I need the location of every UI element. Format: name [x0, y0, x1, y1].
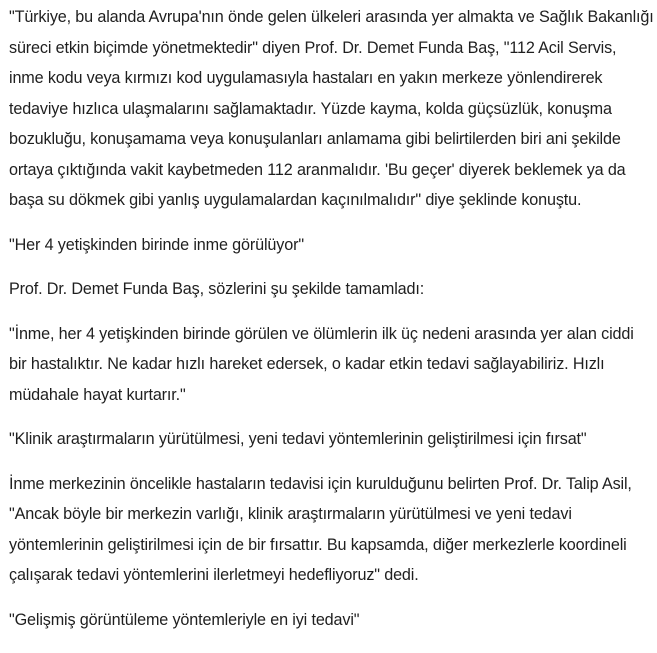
subheading-her-4-yetiskin: "Her 4 yetişkinden birinde inme görülüyor": [9, 235, 304, 254]
subheading-gelismis-goruntuleme: "Gelişmiş görüntüleme yöntemleriyle en iyi tedavi": [9, 610, 360, 629]
paragraph-prof-asil-quote: İnme merkezinin öncelikle hastaların tedavisi için kurulduğunu belirten Prof. Dr. Talip Asil, "Ancak böyle bir merkezin varlığı, klinik araştırmaların yürütülmesi ve yeni tedavi yöntemlerinin geliştirilmesi için de bir fırsattır. Bu kapsamda, diğer merkezlerle koordineli çalışarak tedavi yöntemlerini ilerletmeyi hedefliyoruz" dedi.: [9, 474, 632, 584]
paragraph-prof-bas-intro: Prof. Dr. Demet Funda Baş, sözlerini şu şekilde tamamladı:: [9, 280, 425, 298]
paragraph-inme-quote: "İnme, her 4 yetişkinden birinde görülen ve ölümlerin ilk üç nedeni arasında yer alan ciddi bir hastalıktır. Ne kadar hızlı hareket edersek, o kadar etkin tedavi sağlayabiliriz. Hızlı müdahale hayat kurtarır.": [9, 324, 634, 404]
paragraph-turkiye-quote: "Türkiye, bu alanda Avrupa'nın önde gelen ülkeleri arasında yer almakta ve Sağlık Bakanlığı süreci etkin biçimde yönetmektedir" diyen Prof. Dr. Demet Funda Baş, "112 Acil Servis, inme kodu veya kırmızı kod uygulamasıyla hastaları en yakın merkeze yönlendirerek tedaviye hızlıca ulaşmalarını sağlamaktadır. Yüzde kayma, kolda güçsüzlük, konuşma bozukluğu, konuşamama veya konuşulanları anlamama gibi belirtilerden biri ani şekilde ortaya çıktığında vakit kaybetmeden 112 aranmalıdır. 'Bu geçer' diyerek beklemek ya da başa su dökmek gibi yanlış uygulamalardan kaçınılmalıdır" diye şeklinde konuştu.: [9, 8, 654, 209]
article-body: [9, 2, 654, 649]
subheading-klinik-arastirmalar: "Klinik araştırmaların yürütülmesi, yeni tedavi yöntemlerinin geliştirilmesi için fırsat": [9, 430, 587, 448]
